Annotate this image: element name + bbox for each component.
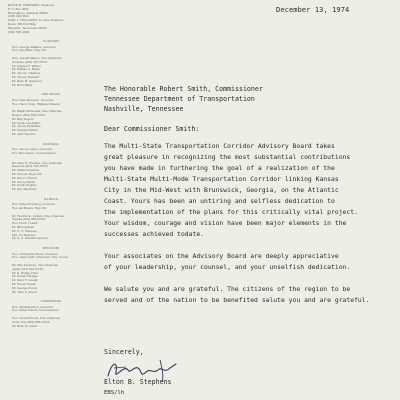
letterhead-header-line: ELTON B. STEPHENS, Chairman	[8, 4, 55, 7]
board-member: Mr. Hershel E. Judson, Vice Chairman	[12, 214, 65, 218]
state-heading: TENNESSEE	[40, 299, 62, 304]
state-heading: GEORGIA	[42, 141, 59, 146]
body-line: We salute you and are grateful. The citizens of the region to be	[104, 285, 351, 293]
letterhead-header-line: Birmingham, Alabama 35202	[8, 11, 48, 15]
board-member: Hon. Ed Bryant, Hwy. Dir.	[12, 207, 47, 211]
board-member: Mr. Elvin P. Goodin	[12, 279, 39, 283]
letter-date: December 13, 1974	[276, 6, 350, 14]
board-member: Mr. Jimmy DeShazer	[12, 125, 41, 129]
letterhead-header-line: Room 306 Kirk Bldg.	[8, 22, 37, 26]
board-member: Mr. Millard Ambrose	[12, 169, 40, 173]
body-line: great pleasure in recognizing the most substantial contributions	[104, 153, 351, 161]
body-line: served and of the nation to be benefited salute you and are grateful.	[104, 296, 370, 304]
typist-initials: EBS/lh	[104, 390, 125, 396]
body-line: City in the Mid-West with Brunswick, Georgia, on the Atlantic	[104, 186, 339, 194]
board-member: Mr. Bob Haikel	[12, 83, 33, 87]
body-line: successes achieved todate.	[104, 230, 205, 238]
recipient-address	[104, 84, 263, 114]
board-member: Mr. Glen E. Hawkins	[12, 72, 41, 76]
board-member: Mr. Jack Stevens	[12, 132, 36, 136]
closing: Sincerely,	[104, 348, 144, 356]
board-member: Mr. Robert Hodges	[12, 275, 38, 279]
board-member: Topeka (913) 354-XXXX	[12, 218, 46, 222]
board-member: Hon. Russell Smith, Vice Chairman	[12, 316, 61, 320]
body-line: Coast. Yours has been an untiring and selfless dedication to	[104, 197, 335, 205]
board-member: Mr. Brian D. Carter	[12, 324, 38, 328]
body-paragraph	[104, 251, 394, 273]
board-member: Mr. John S. Arnett	[12, 290, 37, 294]
letter-body	[104, 141, 394, 317]
board-member: Hon. George Wallace, Governor	[12, 45, 57, 49]
board-member: Mr. Howard Wilson	[12, 129, 38, 133]
board-member: Mr. D. A. Richard Lambert	[12, 237, 48, 241]
board-member: Hon. Ray Bass, Hwy. Dir.	[12, 49, 47, 53]
board-member: Mr. Bill Caldwell	[12, 226, 34, 230]
board-member: Hon. Jack Curtis, Chairman, Hwy. Comm.	[12, 256, 70, 260]
board-member: Mr. Homer Kettell	[12, 282, 36, 286]
state-heading: KANSAS	[43, 196, 59, 201]
board-member: Hon. Christopher Bond, Governor	[12, 252, 59, 256]
body-line: of your leadership, your counsel, and your unselfish dedication.	[104, 263, 351, 271]
board-member: Hon. Jimmy Carter, Governor	[12, 148, 53, 151]
body-line: Your wisdom, courage and vision have been major elements in the	[104, 219, 347, 227]
letterhead-header-line: (205) 322-5611	[8, 15, 29, 19]
board-member: Hon. Winfield Dunn, Governor	[12, 305, 54, 309]
body-line: you have made in furthering the goal of a realization of the	[104, 164, 335, 172]
letterhead-sidebar	[8, 4, 94, 328]
board-member: Mr. Edward T. Wilson	[12, 64, 41, 68]
board-member: Hon. Robert Smith, Commissioner	[12, 309, 59, 313]
board-member: Mr. Herman Reynolds	[12, 172, 42, 176]
board-member: Anniston (205) 237-XXXX	[12, 60, 48, 64]
board-member: Mr. Roy H. Parrott	[12, 176, 37, 180]
address-line: Nashville, Tennessee	[104, 105, 184, 113]
address-line: The Honorable Robert Smith, Commissioner	[104, 85, 263, 93]
board-member: Hon. Henry Gray, Highway Director	[12, 102, 61, 106]
body-line: Your associates on the Advisory Board are deeply appreciative	[104, 252, 339, 260]
board-member: Hon. Joseph Mason, Vice Chairman	[12, 57, 62, 61]
board-member: Hon. Kevin Trudell	[12, 222, 38, 226]
board-member: Mr. Frank Lambright	[12, 121, 40, 125]
board-member: Mr. George Peters	[12, 286, 38, 290]
board-member: Mr. Elton B. Stephens	[12, 79, 42, 83]
state-heading: ALABAMA	[42, 39, 60, 44]
board-member: Mr. William C. Bates	[12, 68, 40, 72]
salutation: Dear Commissioner Smith:	[104, 125, 200, 133]
board-member: Ravenna (912) 725-XXXX	[12, 165, 48, 169]
board-member: Hon. Dale Bumpers, Governor	[12, 98, 54, 102]
letterhead-header-line: KARL L. HOLLOWAY, Sr. Vice Chairman	[8, 19, 64, 23]
letterhead-header	[8, 4, 94, 34]
board-member: Mr. Frank Hughes	[12, 184, 37, 188]
body-line: The Multi-State Transportation Corridor Advisory Board takes	[104, 142, 335, 150]
board-member: Rogers (501) 636-XXXX	[12, 113, 46, 117]
letterhead-header-line: P. O. Box 2931	[8, 7, 29, 11]
board-member: Hon. Robert Docking, Governor	[12, 203, 56, 207]
board-member: Mrs. Iris Pearson	[12, 233, 36, 237]
board-member: Hon. Bert Lance, Commissioner	[12, 151, 56, 155]
board-member: Mr. Alton O. Prentiss, Vice Chairman	[12, 161, 63, 165]
board-member: Mr. Max Kershner, Vice Chairman	[12, 263, 59, 267]
board-member: Mr. Billy Rogers	[12, 117, 34, 121]
body-paragraph	[104, 284, 394, 306]
letterhead-header-line: (901) 526-4646	[8, 30, 30, 34]
body-line: the implementation of the plans for this critically vital project.	[104, 208, 358, 216]
letterhead-header-line: Memphis, Tennessee 38103	[8, 26, 47, 30]
state-heading: ARKANSAS	[41, 92, 61, 97]
signer-name: Elton B. Stephens	[104, 378, 172, 386]
address-line: Tennessee Department of Transportation	[104, 95, 255, 103]
board-member: Mr. H. H. Woolsey	[12, 229, 37, 233]
board-member: Mr. E. Hadley Hunt	[12, 271, 38, 275]
board-member: Mr. Henry Martin	[12, 180, 35, 184]
body-line: Multi-State Multi-Mode Transportation Corridor linking Kansas	[104, 175, 339, 183]
board-member: Union City (901) 885-XXXX	[12, 320, 50, 324]
board-member-roster	[8, 40, 94, 328]
body-paragraph	[104, 141, 394, 240]
state-heading: MISSOURI	[42, 246, 60, 251]
board-member: Mr. Roy Weichsel	[12, 188, 37, 192]
board-member: Mr. Ralph McDonald, Vice Chairman	[12, 110, 62, 114]
board-member: Mr. Harvey Botsdorf	[12, 76, 40, 80]
board-member: Joplin (417) 623-XXXX	[12, 267, 44, 271]
